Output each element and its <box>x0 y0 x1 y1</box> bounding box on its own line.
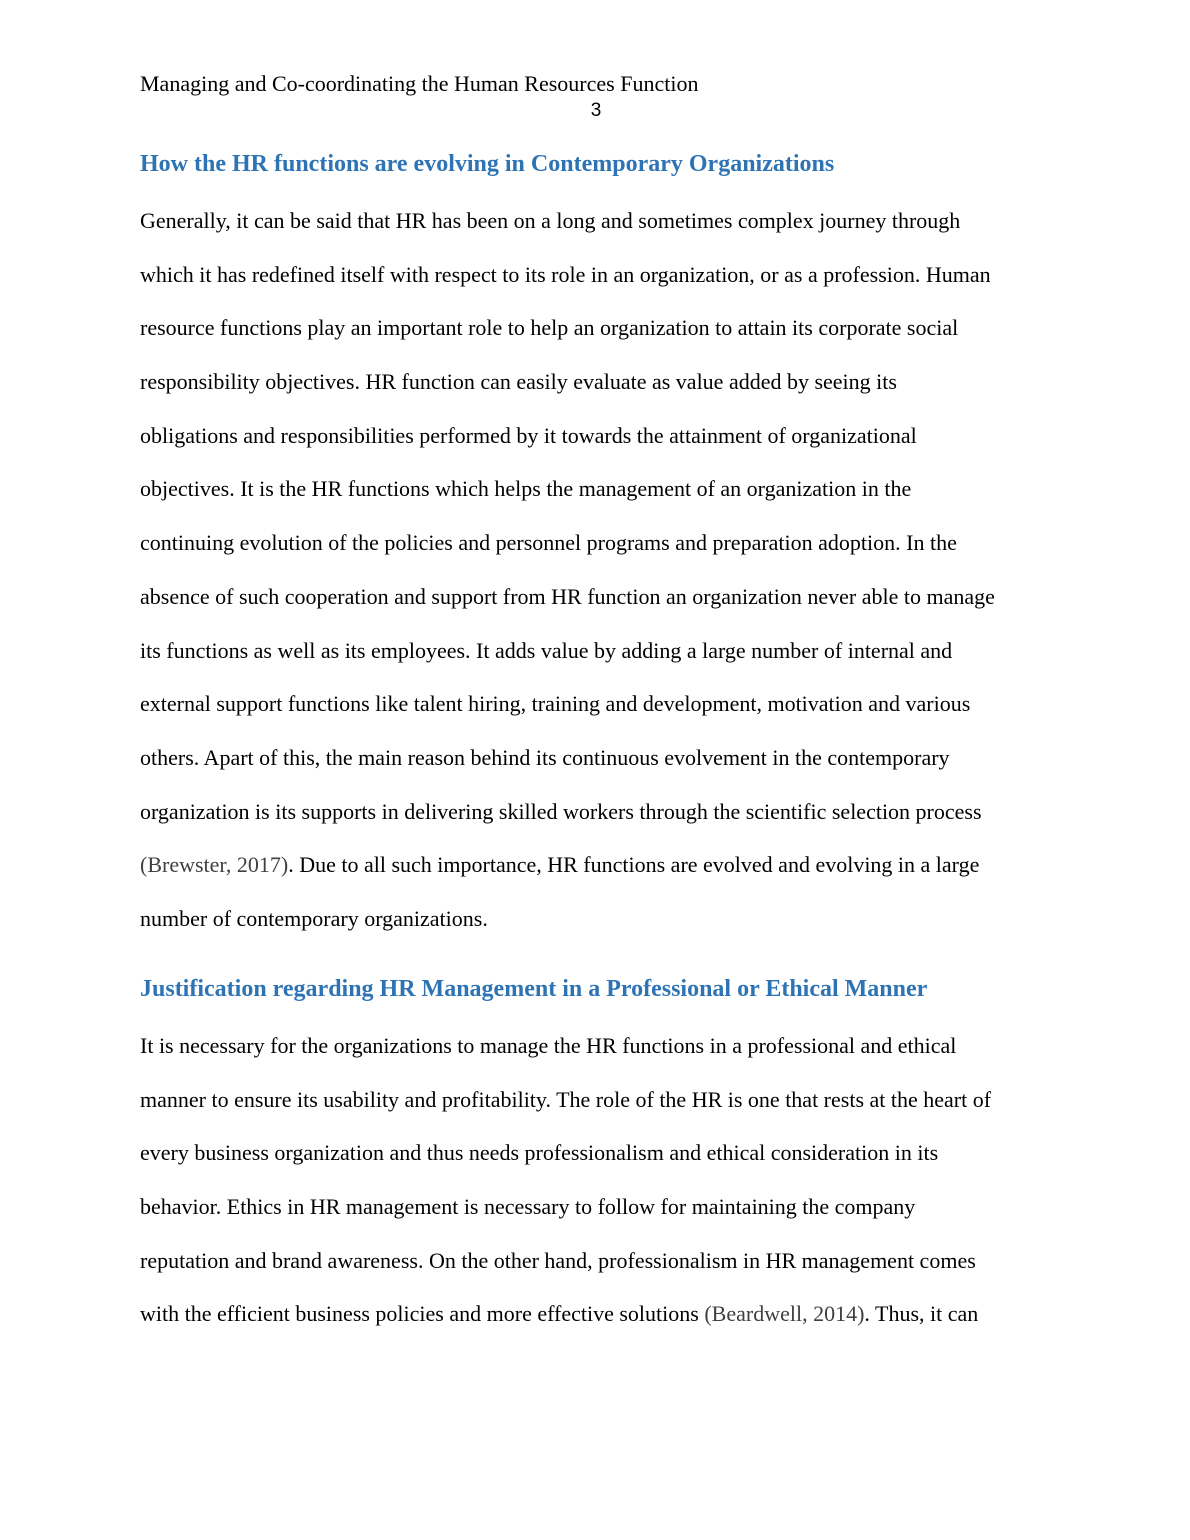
paragraph-line-with-citation <box>140 846 1060 900</box>
paragraph-line: continuing evolution of the policies and personnel programs and preparation adoption. In the <box>140 530 957 556</box>
page-number: 3 <box>590 100 602 121</box>
paragraph-line: obligations and responsibilities performed by it towards the attainment of organizational <box>140 422 917 448</box>
running-header-title: Managing and Co-coordinating the Human Resources Function <box>140 71 699 96</box>
paragraph-line: responsibility objectives. HR function can easily evaluate as value added by seeing its <box>140 369 897 395</box>
paragraph-line: others. Apart of this, the main reason behind its continuous evolvement in the contemporary <box>140 744 950 770</box>
paragraph-line: external support functions like talent hiring, training and development, motivation and various <box>140 691 971 717</box>
paragraph-line-with-citation <box>140 1295 1060 1349</box>
paragraph-hr-ethics <box>140 1027 1060 1349</box>
citation-brewster-2017: (Brewster, 2017) <box>140 852 289 878</box>
citation-line-before: with the efficient business policies and more effective solutions <box>140 1301 705 1327</box>
paragraph-line: objectives. It is the HR functions which helps the management of an organization in the <box>140 476 912 502</box>
paragraph-line: organization is its supports in delivering skilled workers through the scientific selection process <box>140 798 982 824</box>
paragraph-line: manner to ensure its usability and profitability. The role of the HR is one that rests at the heart of <box>140 1086 992 1112</box>
paragraph-line: every business organization and thus needs professionalism and ethical consideration in its <box>140 1140 939 1166</box>
section-heading-hr-ethics: Justification regarding HR Management in a Professional or Ethical Manner <box>140 976 928 1002</box>
paragraph-line: resource functions play an important role to help an organization to attain its corporate social <box>140 315 959 341</box>
paragraph-line: It is necessary for the organizations to manage the HR functions in a professional and ethical <box>140 1033 957 1058</box>
citation-line-rest: . Due to all such importance, HR functions are evolved and evolving in a large <box>288 852 980 878</box>
paragraph-hr-evolving <box>140 202 1060 954</box>
paragraph-line: behavior. Ethics in HR management is necessary to follow for maintaining the company <box>140 1194 916 1220</box>
paragraph-line: which it has redefined itself with respect to its role in an organization, or as a profession. Human <box>140 261 991 287</box>
paragraph-line: reputation and brand awareness. On the other hand, professionalism in HR management comes <box>140 1247 976 1273</box>
paragraph-line: Generally, it can be said that HR has been on a long and sometimes complex journey through <box>140 208 961 233</box>
paragraph-line: number of contemporary organizations. <box>140 905 488 931</box>
citation-line-rest: . Thus, it can <box>864 1301 979 1327</box>
section-heading-hr-evolving: How the HR functions are evolving in Contemporary Organizations <box>140 151 835 177</box>
paragraph-line: absence of such cooperation and support from HR function an organization never able to manage <box>140 583 995 609</box>
citation-beardwell-2014: (Beardwell, 2014) <box>704 1301 865 1327</box>
paragraph-line: its functions as well as its employees. It adds value by adding a large number of internal and <box>140 637 953 663</box>
